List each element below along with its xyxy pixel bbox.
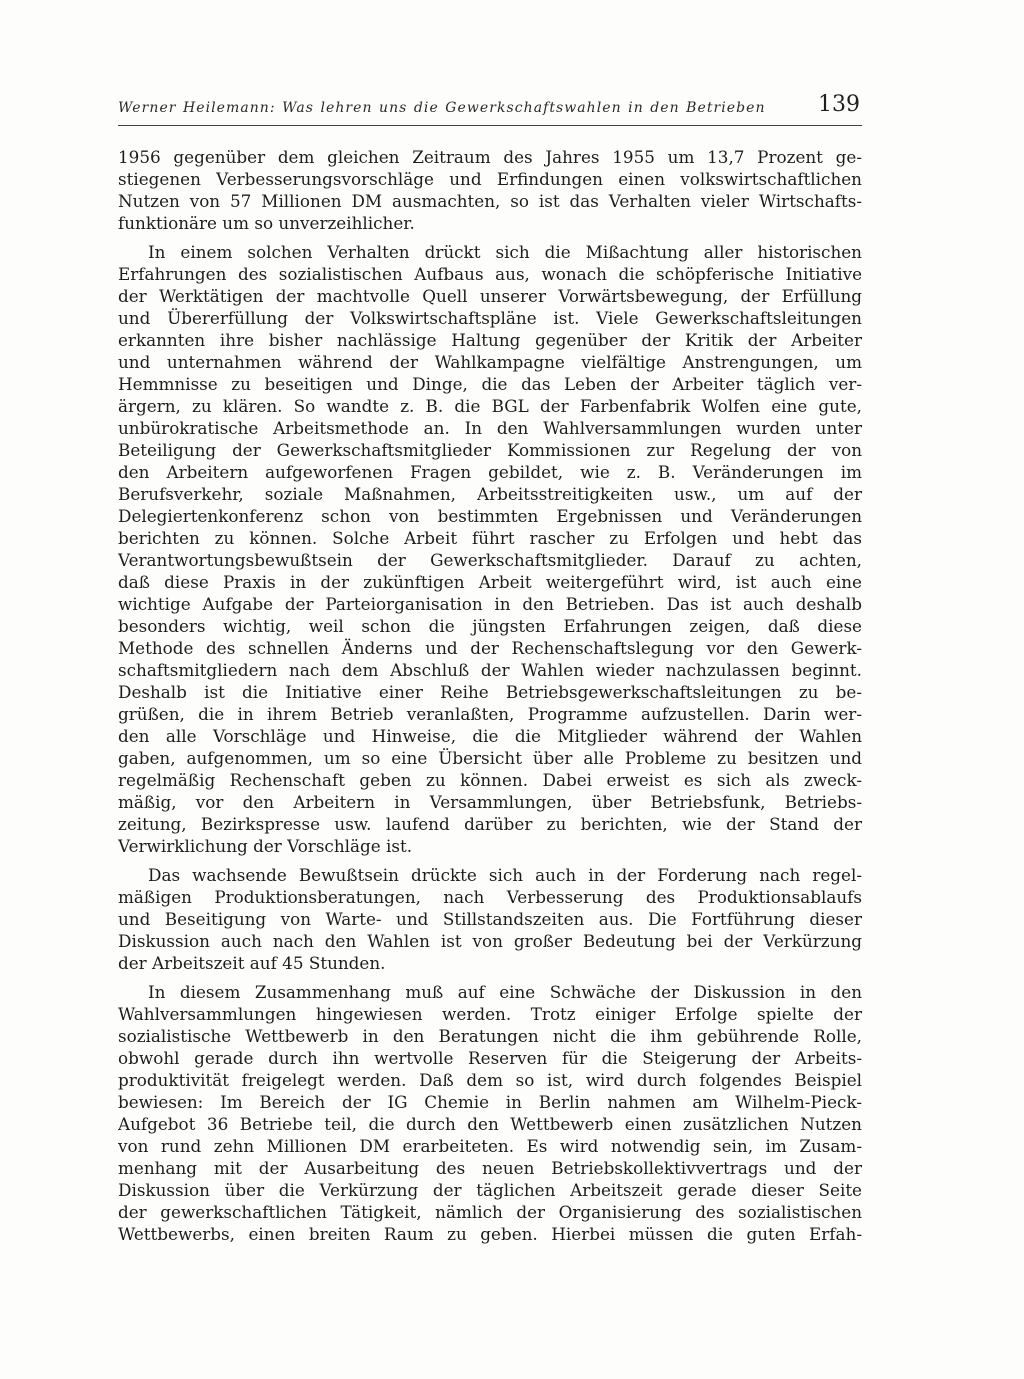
text-line: Beteiligung der Gewerkschaftsmitglieder Kommissionen zur Regelung der von [118,440,862,460]
text-line: mäßigen Produktionsberatungen, nach Verbesserung des Produktionsablaufs [118,887,862,907]
text-line: regelmäßig Rechenschaft geben zu können. Dabei erweist es sich als zweck- [118,770,862,790]
text-line: In diesem Zusammenhang muß auf eine Schwäche der Diskussion in den [148,982,862,1002]
text-line: Aufgebot 36 Betriebe teil, die durch den Wettbewerb einen zusätzlichen Nutzen [118,1114,862,1134]
running-head: Werner Heilemann: Was lehren uns die Gewerkschaftswahlen in den Betrieben [118,100,766,116]
body-text [118,146,862,1245]
text-line: besonders wichtig, weil schon die jüngsten Erfahrungen zeigen, daß diese [118,616,862,636]
paragraph [118,981,862,1245]
text-line: mäßig, vor den Arbeitern in Versammlungen, über Betriebsfunk, Betriebs- [118,792,862,812]
page-number: 139 [818,92,860,117]
text-line: wichtige Aufgabe der Parteiorganisation in den Betrieben. Das ist auch deshalb [118,594,862,614]
text-line: schaftsmitgliedern nach dem Abschluß der Wahlen wieder nachzulassen beginnt. [118,660,862,680]
text-line: den alle Vorschläge und Hinweise, die die Mitglieder während der Wahlen [118,726,862,746]
text-line: stiegenen Verbesserungsvorschläge und Erfindungen einen volkswirtschaftlichen [118,169,862,189]
text-line: Wettbewerbs, einen breiten Raum zu geben. Hierbei müssen die guten Erfah- [118,1224,862,1244]
text-line: Wahlversammlungen hingewiesen werden. Trotz einiger Erfolge spielte der [118,1004,862,1024]
page-header [118,92,862,126]
text-line: ärgern, zu klären. So wandte z. B. die BGL der Farbenfabrik Wolfen eine gute, [118,396,862,416]
text-line: In einem solchen Verhalten drückt sich die Mißachtung aller historischen [148,242,862,262]
text-line: und unternahmen während der Wahlkampagne vielfältige Anstrengungen, um [118,352,862,372]
text-line: zeitung, Bezirkspresse usw. laufend darüber zu berichten, wie der Stand der [118,814,862,834]
text-line: Das wachsende Bewußtsein drückte sich auch in der Forderung nach regel- [148,865,862,885]
text-line: den Arbeitern aufgeworfenen Fragen gebildet, wie z. B. Veränderungen im [118,462,862,482]
text-line: Verantwortungsbewußtsein der Gewerkschaftsmitglieder. Darauf zu achten, [118,550,862,570]
text-line: sozialistische Wettbewerb in den Beratungen nicht die ihm gebührende Rolle, [118,1026,862,1046]
text-line: Hemmnisse zu beseitigen und Dinge, die das Leben der Arbeiter täglich ver- [118,374,862,394]
text-line: menhang mit der Ausarbeitung des neuen Betriebskollektivvertrags und der [118,1158,862,1178]
text-line: produktivität freigelegt werden. Daß dem so ist, wird durch folgendes Beispiel [118,1070,862,1090]
text-line: der gewerkschaftlichen Tätigkeit, nämlich der Organisierung des sozialistischen [118,1202,862,1222]
header-rule [118,125,862,126]
text-line: erkannten ihre bisher nachlässige Haltung gegenüber der Kritik der Arbeiter [118,330,862,350]
paragraph [118,146,862,234]
text-line: berichten zu können. Solche Arbeit führt rascher zu Erfolgen und hebt das [118,528,862,548]
text-line: Deshalb ist die Initiative einer Reihe Betriebsgewerkschaftsleitungen zu be- [118,682,862,702]
text-line: unbürokratische Arbeitsmethode an. In den Wahlversammlungen wurden unter [118,418,862,438]
text-line: funktionäre um so unverzeihlicher. [118,213,415,233]
paragraph [118,864,862,974]
paragraph [118,241,862,857]
text-line: 1956 gegenüber dem gleichen Zeitraum des Jahres 1955 um 13,7 Prozent ge- [118,147,862,167]
text-line: der Arbeitszeit auf 45 Stunden. [118,953,386,973]
text-line: von rund zehn Millionen DM erarbeiteten. Es wird notwendig sein, im Zusam- [118,1136,862,1156]
text-line: Delegiertenkonferenz schon von bestimmten Ergebnissen und Veränderungen [118,506,862,526]
text-line: Diskussion über die Verkürzung der täglichen Arbeitszeit gerade dieser Seite [118,1180,862,1200]
text-line: Verwirklichung der Vorschläge ist. [118,836,413,856]
text-line: und Übererfüllung der Volkswirtschaftspläne ist. Viele Gewerkschaftsleitungen [118,308,862,328]
text-line: Berufsverkehr, soziale Maßnahmen, Arbeitsstreitigkeiten usw., um auf der [118,484,862,504]
text-line: daß diese Praxis in der zukünftigen Arbeit weitergeführt wird, ist auch eine [118,572,862,592]
text-line: Diskussion auch nach den Wahlen ist von großer Bedeutung bei der Verkürzung [118,931,862,951]
text-line: bewiesen: Im Bereich der IG Chemie in Berlin nahmen am Wilhelm-Pieck- [118,1092,862,1112]
text-line: Erfahrungen des sozialistischen Aufbaus aus, wonach die schöpferische Initiative [118,264,862,284]
text-line: Methode des schnellen Änderns und der Rechenschaftslegung vor den Gewerk- [118,638,862,658]
text-line: Nutzen von 57 Millionen DM ausmachten, so ist das Verhalten vieler Wirtschafts- [118,191,862,211]
text-line: gaben, aufgenommen, um so eine Übersicht über alle Probleme zu besitzen und [118,748,862,768]
text-line: grüßen, die in ihrem Betrieb veranlaßten, Programme aufzustellen. Darin wer- [118,704,862,724]
text-line: und Beseitigung von Warte- und Stillstandszeiten aus. Die Fortführung dieser [118,909,862,929]
text-line: obwohl gerade durch ihn wertvolle Reserven für die Steigerung der Arbeits- [118,1048,862,1068]
text-line: der Werktätigen der machtvolle Quell unserer Vorwärtsbewegung, der Erfüllung [118,286,862,306]
